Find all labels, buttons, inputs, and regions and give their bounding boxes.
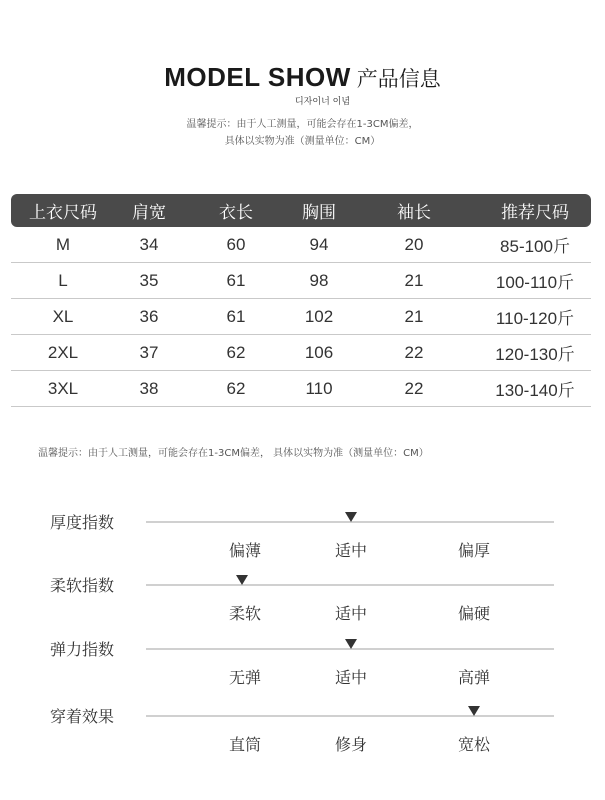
cell-shoulder: 34 <box>139 234 159 254</box>
subtitle-korean: 디자이너 이념 <box>294 97 351 107</box>
header-recommended: 推荐尺码 <box>501 203 569 223</box>
title-chinese: 产品信息 <box>356 67 441 91</box>
cell-sleeve: 21 <box>404 306 424 326</box>
table-row <box>11 371 591 407</box>
size-table-header <box>11 194 591 227</box>
indicator-option: 柔软 <box>228 604 261 623</box>
cell-sleeve: 20 <box>404 234 424 254</box>
header-size: 上衣尺码 <box>29 203 97 223</box>
cell-length: 62 <box>226 378 246 398</box>
indicator-option: 高弹 <box>457 668 490 687</box>
table-row <box>11 335 591 371</box>
indicator-option: 适中 <box>334 604 367 623</box>
header <box>0 62 605 107</box>
indicator-option: 修身 <box>334 735 367 754</box>
indicator-marker-icon <box>236 575 248 585</box>
measurement-note-line1: 温馨提示：由于人工测量，可能会存在1-3CM偏差， <box>186 119 419 130</box>
cell-sleeve: 22 <box>404 342 424 362</box>
cell-sleeve: 22 <box>404 378 424 398</box>
cell-shoulder: 37 <box>139 342 159 362</box>
header-sleeve: 袖长 <box>397 203 431 223</box>
header-length: 衣长 <box>219 203 253 223</box>
indicator-option: 偏薄 <box>228 541 261 560</box>
cell-chest: 106 <box>304 342 334 362</box>
indicator-option: 偏硬 <box>457 604 490 623</box>
cell-recommended: 100-110斤 <box>495 273 575 292</box>
indicator-option: 直筒 <box>228 735 261 754</box>
cell-shoulder: 35 <box>139 270 159 290</box>
indicator-option: 偏厚 <box>457 541 490 560</box>
cell-size: 2XL <box>47 342 79 362</box>
cell-chest: 94 <box>309 234 329 254</box>
indicator-option: 宽松 <box>457 735 490 754</box>
cell-shoulder: 38 <box>139 378 159 398</box>
indicator-marker-icon <box>345 512 357 522</box>
cell-sleeve: 21 <box>404 270 424 290</box>
indicator-fit <box>0 704 605 764</box>
cell-chest: 110 <box>305 378 333 398</box>
indicator-label: 弹力指数 <box>50 640 115 659</box>
indicator-scale-line <box>146 715 554 717</box>
table-row <box>11 227 591 263</box>
indicator-label: 厚度指数 <box>50 513 115 532</box>
indicator-thickness <box>0 510 605 570</box>
indicator-option: 适中 <box>334 668 367 687</box>
cell-shoulder: 36 <box>139 306 159 326</box>
indicator-elasticity <box>0 637 605 697</box>
cell-chest: 102 <box>304 306 334 326</box>
cell-length: 62 <box>226 342 246 362</box>
indicator-label: 穿着效果 <box>50 707 115 726</box>
cell-size: L <box>58 270 68 290</box>
measurement-note-inline: 温馨提示：由于人工测量，可能会存在1-3CM偏差， 具体以实物为准（测量单位：CM） <box>38 448 429 459</box>
cell-length: 60 <box>226 234 246 254</box>
cell-recommended: 85-100斤 <box>500 237 570 256</box>
table-row <box>11 299 591 335</box>
measurement-note <box>0 116 605 150</box>
cell-length: 61 <box>226 270 246 290</box>
cell-recommended: 110-120斤 <box>495 309 575 328</box>
measurement-note-line2: 具体以实物为准（测量单位：CM） <box>224 136 381 147</box>
indicator-option: 适中 <box>334 541 367 560</box>
cell-recommended: 120-130斤 <box>495 345 575 364</box>
indicator-scale-line <box>146 584 554 586</box>
header-chest: 胸围 <box>302 203 336 223</box>
cell-recommended: 130-140斤 <box>495 381 575 400</box>
cell-size: M <box>55 234 71 254</box>
indicator-marker-icon <box>468 706 480 716</box>
indicator-label: 柔软指数 <box>50 576 115 595</box>
indicator-softness <box>0 573 605 633</box>
size-table <box>11 194 591 407</box>
cell-size: XL <box>52 306 74 326</box>
cell-size: 3XL <box>47 378 79 398</box>
indicator-option: 无弹 <box>228 668 261 687</box>
indicator-marker-icon <box>345 639 357 649</box>
cell-length: 61 <box>226 306 246 326</box>
header-shoulder: 肩宽 <box>132 203 166 223</box>
cell-chest: 98 <box>309 270 329 290</box>
title-english: MODEL SHOW <box>164 62 351 92</box>
table-row <box>11 263 591 299</box>
title-line <box>0 62 605 93</box>
